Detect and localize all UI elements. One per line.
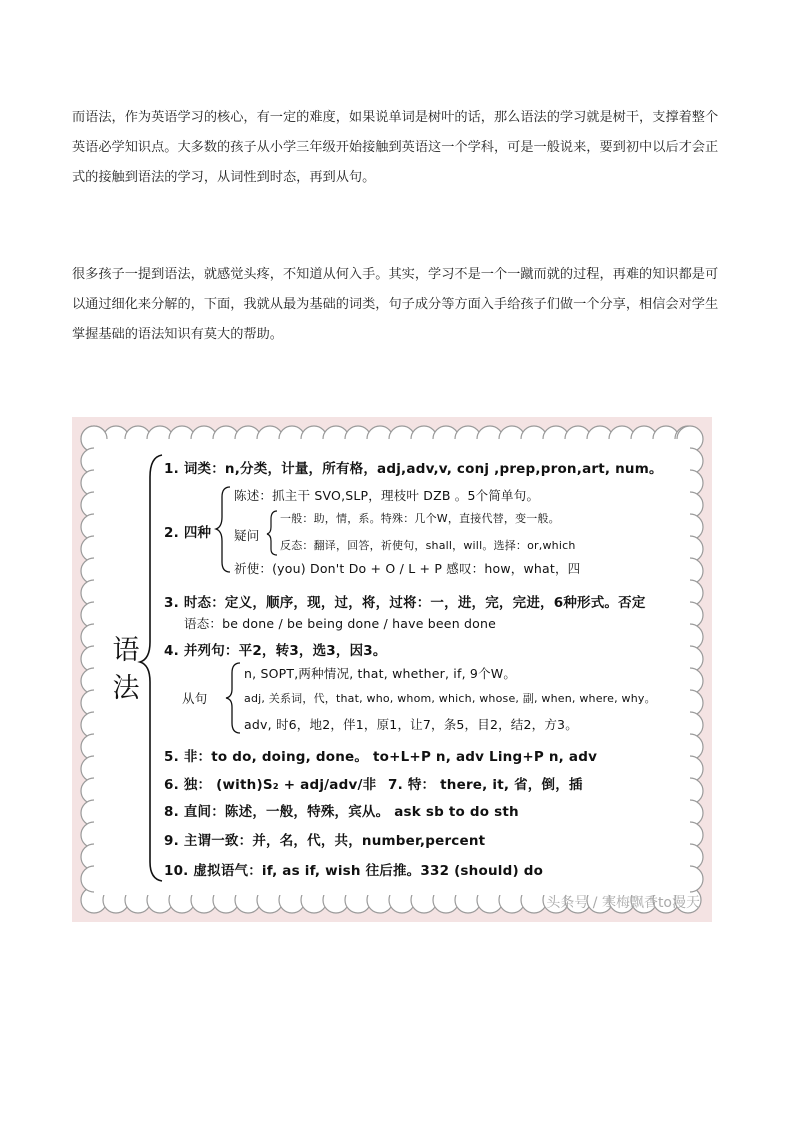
item-4-compound: 4. 并列句：平2，转3，选3，因3。 (164, 643, 387, 659)
grammar-mindmap-image (72, 417, 712, 922)
item-5-nonfinite: 5. 非：to do, doing, done。 to+L+P n, adv Ling+P n, adv (164, 749, 598, 765)
item-4-noun-clause: n, SOPT,两种情况, that, whether, if, 9个W。 (244, 666, 517, 681)
item-4-adj-clause: adj, 关系词，代，that, who, whom, which, whose, 副, when, where, why。 (244, 692, 656, 705)
item-3-voice: 语态：be done / be being done / have been done (184, 616, 496, 631)
item-2-label: 2. 四种 (164, 525, 212, 541)
paragraph-2 (72, 260, 722, 350)
item-2-imperative: 祈使：(you) Don't Do + O / L + P 感叹：how，what，四 (234, 561, 581, 576)
p1-line-2: 英语必学知识点。大多数的孩子从小学三年级开始接触到英语这一个学科，可是一般说来，要到初中以后才会正 (72, 140, 719, 155)
watermark: 头条号 / 寒梅飘香to漫天 (546, 895, 700, 911)
p2-line-1: 很多孩子一提到语法，就感觉头疼，不知道从何入手。其实，学习不是一个一蹴而就的过程，再难的知识都是可 (72, 267, 719, 282)
item-8-direct-indirect: 8. 直间：陈述，一般，特殊，宾从。 ask sb to do sth (164, 804, 519, 820)
p2-line-2: 以通过细化来分解的，下面，我就从最为基础的词类，句子成分等方面入手给孩子们做一个分享，相信会对学生 (72, 297, 719, 312)
item-6-absolute: 6. 独： (with)S₂ + adj/adv/非 (164, 777, 377, 793)
item-9-agreement: 9. 主谓一致：并，名，代，共，number,percent (164, 833, 486, 849)
item-2-question-1: 一般：助，情，系。特殊：几个W，直接代替，变一般。 (280, 512, 560, 525)
p1-line-1: 而语法，作为英语学习的核心，有一定的难度，如果说单词是树叶的话，那么语法的学习就是树干，支撑着整个 (72, 110, 719, 125)
item-10-subjunctive: 10. 虚拟语气：if, as if, wish 往后推。332 (should) do (164, 863, 544, 879)
item-4-adv-clause: adv, 时6，地2，伴1，原1，让7，条5，目2，结2，方3。 (244, 717, 578, 732)
grammar-title: 语法 (112, 635, 140, 704)
item-2-declarative: 陈述：抓主干 SVO,SLP，理枝叶 DZB 。5个简单句。 (234, 488, 540, 503)
p2-line-3: 掌握基础的语法知识有莫大的帮助。 (72, 327, 283, 342)
item-4-clause-label: 从句 (182, 691, 208, 706)
item-3-tense: 3. 时态：定义，顺序，现，过，将，过将：一，进，完，完进，6种形式。否定 (164, 595, 646, 611)
item-2-question-label: 疑问 (234, 528, 260, 543)
item-7-special: 7. 特： there, it, 省，倒，插 (388, 777, 583, 793)
item-1-word-classes: 1. 词类：n,分类，计量，所有格，adj,adv,v, conj ,prep,pron,art, num。 (164, 461, 663, 477)
paragraph-1 (72, 103, 722, 193)
item-2-question-2: 反态：翻译，回答，祈使句，shall，will。选择：or,which (280, 539, 576, 552)
p1-line-3: 式的接触到语法的学习，从词性到时态，再到从句。 (72, 170, 376, 185)
